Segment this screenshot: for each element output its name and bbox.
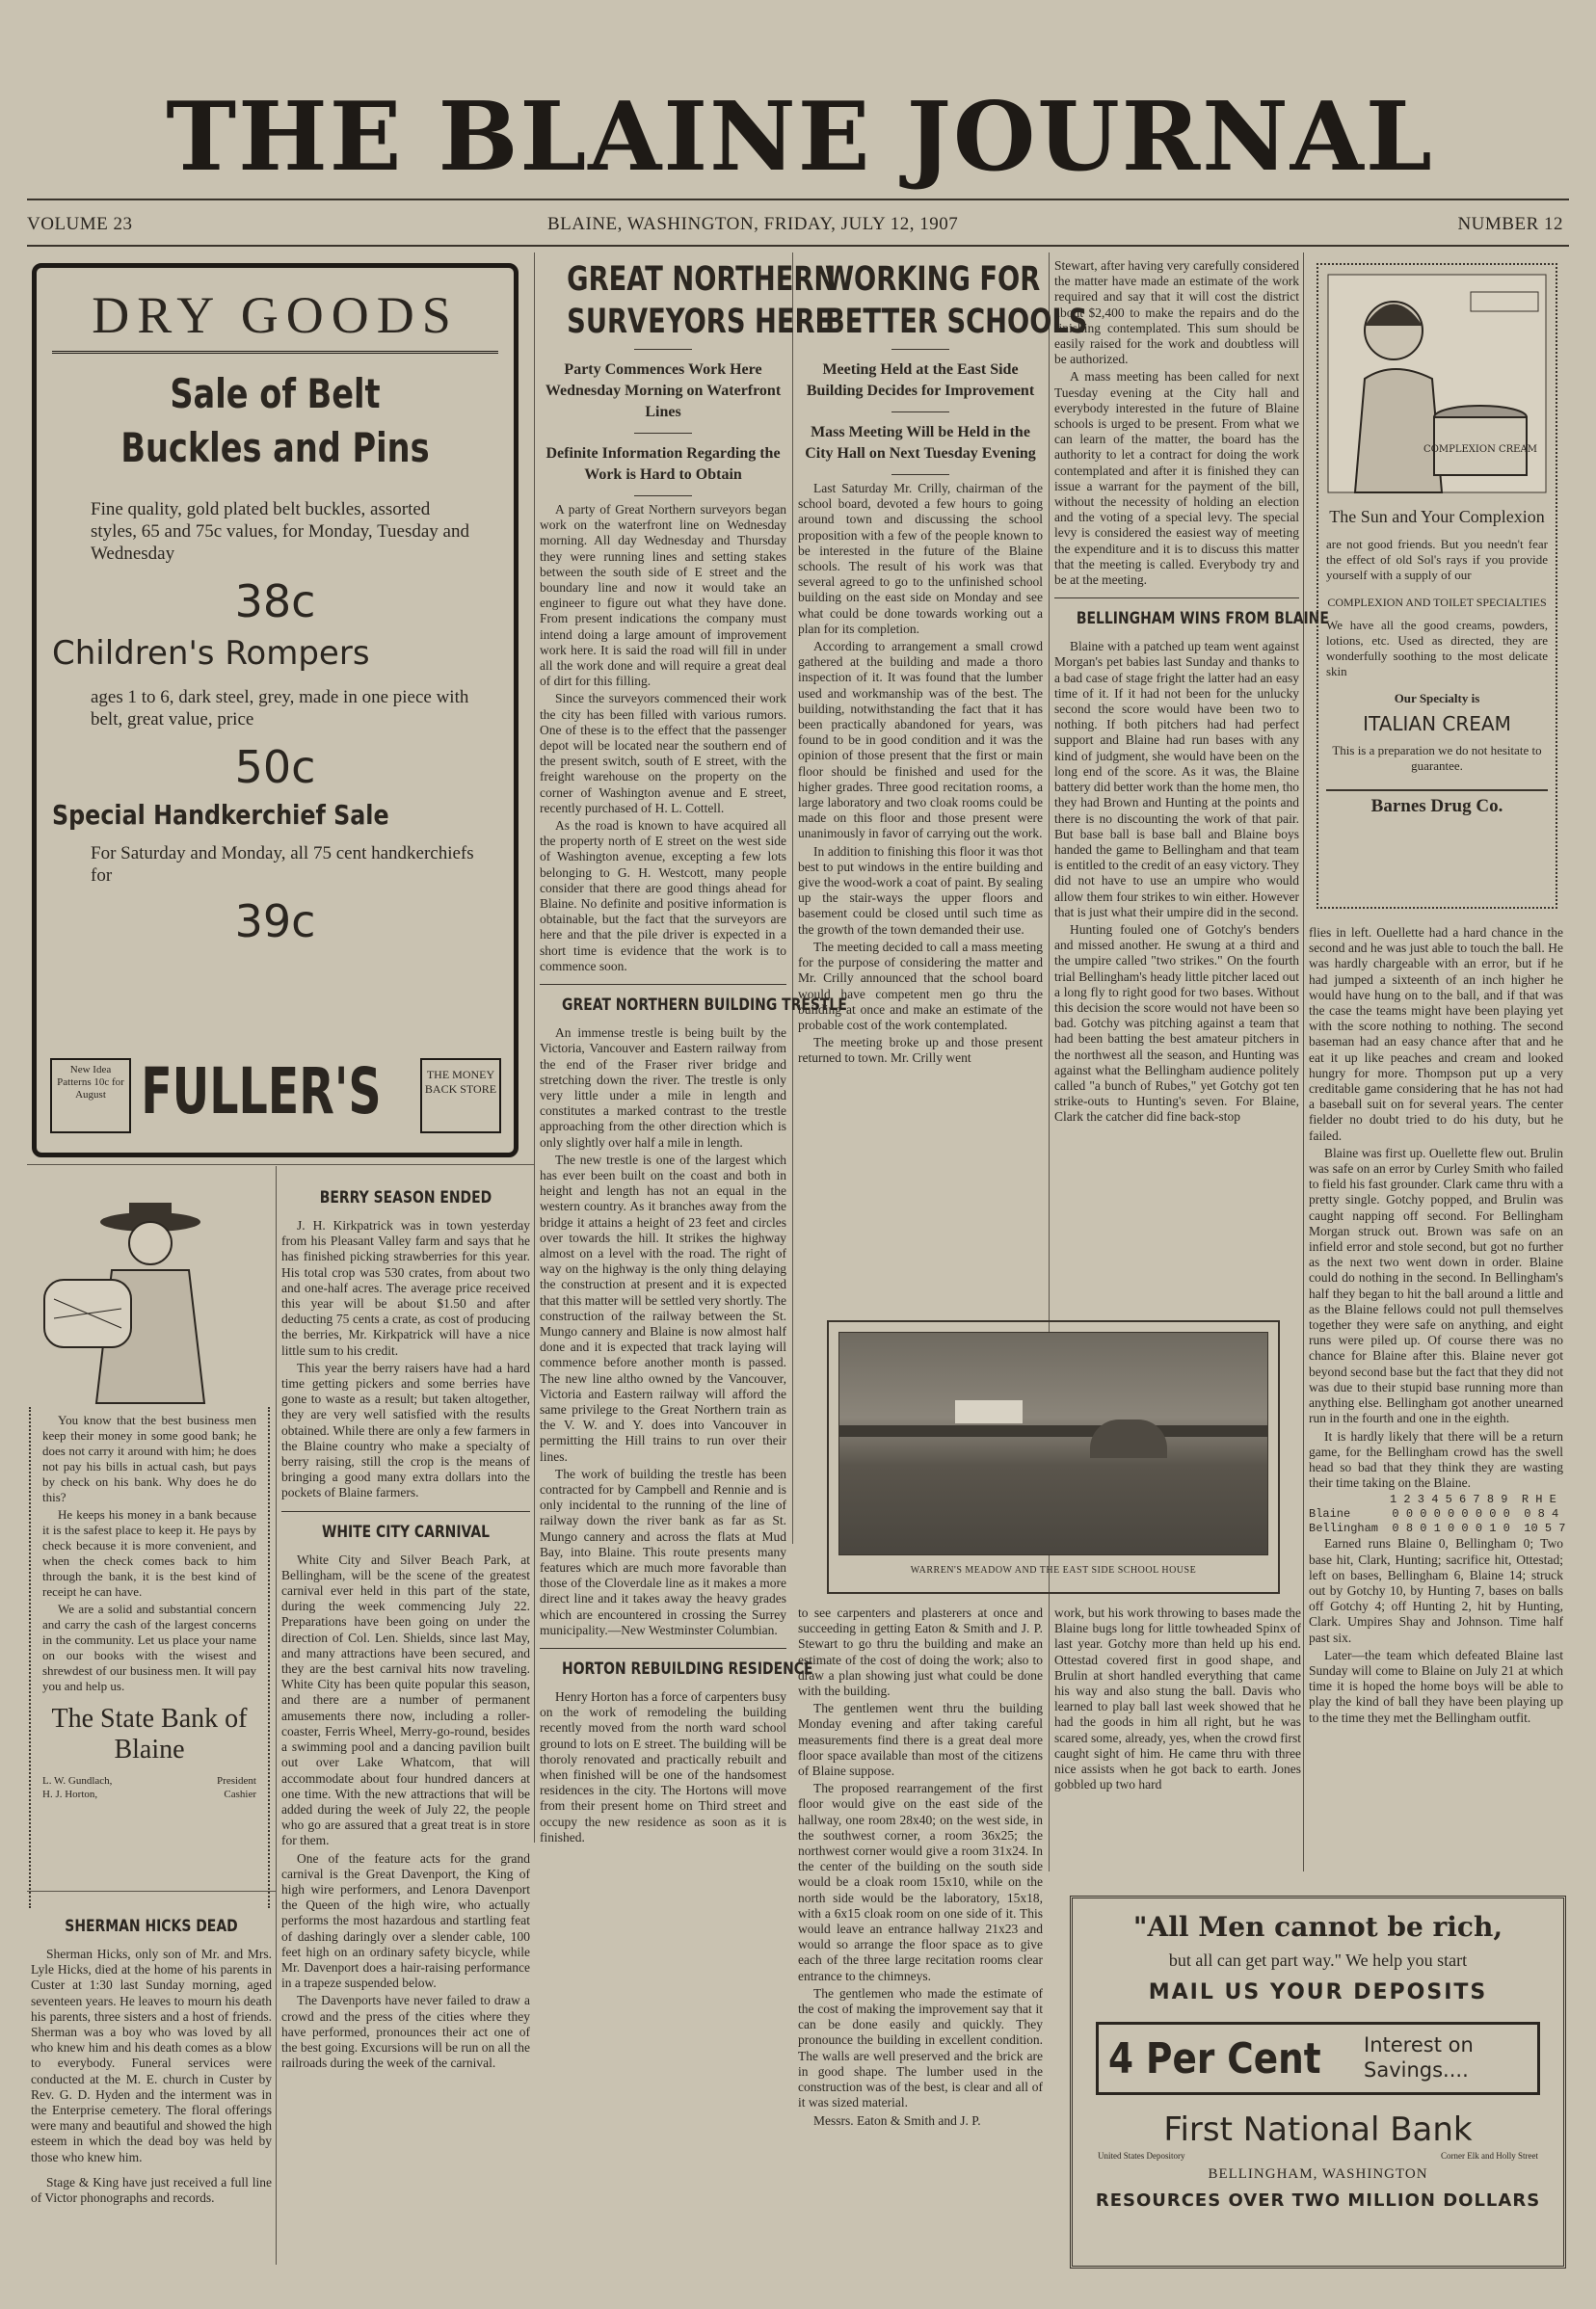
schools-cont-paragraph: The proposed rearrangement of the first floor would give on the east side of the hallway, one room 28x40; on the west side, in the southwest corner, a room 36x25; the northwest corner would give a room 31x24. In the center of the building on the south side would be a cloak room 15x10, while on the north side would be the laboratory, 15x18, with a 6x15 cloak room on one side of it. This would leave an entrance hallway 21x23 and would so arrange the floor space as to give each of the three large recitation rooms clear entrance to the chimneys. bbox=[798, 1781, 1043, 1983]
deck-rule bbox=[891, 411, 949, 412]
carnival-paragraph: White City and Silver Beach Park, at Bellingham, will be the scene of the greatest carnival ever held in this part of the state, during the week commencing July 22. Preparations have been going on under the direction of Col. Len. Shields, since last May, and many attractions have been secured, and they are the best carnival hits now traveling. White City has been quite popular this season, and there are a number of permanent amusements there now, including a roller-coaster, Ferris Wheel, Merry-go-round, besides a swimming pool and a dancing pavilion built out over Lake Whatcom, that will accommodate about four hundred dancers at one time. With the new attractions that will be added during the week of July 22, the people who go are assured that a great treat is in store for them. bbox=[281, 1552, 530, 1848]
dateline bbox=[27, 212, 1569, 241]
box-score-header: 1 2 3 4 5 6 7 8 9 R H E bbox=[1390, 1493, 1556, 1507]
first-national-bank-ad bbox=[1070, 1896, 1566, 2269]
officer-2-name: H. J. Horton, bbox=[42, 1789, 98, 1800]
column-divider bbox=[276, 1166, 277, 2265]
surveyors-deck-1: Party Commences Work Here Wednesday Morning on Waterfront Lines bbox=[545, 361, 782, 420]
bank-city: BELLINGHAM, WASHINGTON bbox=[1208, 2166, 1428, 2182]
carnival-paragraph: The Davenports have never failed to draw a crowd and the press of the cities where they have performed, pronounces their act one of the best going. Excursions will be run on all the railroads during the week of the carnival. bbox=[281, 1993, 530, 2071]
bellingham-cont-paragraph: work, but his work throwing to bases made the Blaine bugs long for little towheaded Spinx of last year. Gotchy more than held up his end. Ottestad covered first in good shape, and Brulin at short handled everything that came his way and also stung the ball. Davis who learned to play ball last week showed that he had the goods in him all right, but he was scared some, already, yes, when the crowd first caught sight of him. He came thru with three nice assists when he got back to earth. Jones gobbled up two hard bbox=[1054, 1606, 1301, 1792]
drug-ad-title: The Sun and Your Complexion bbox=[1329, 507, 1545, 526]
state-bank-paragraph: We are a solid and substantial concern and carry the cash of the largest concerns in the community. Let us place your name on our books with the wisest and shrewdest of our business men. It will pay you and help us. bbox=[42, 1602, 256, 1693]
bank-resources: RESOURCES OVER TWO MILLION DOLLARS bbox=[1095, 2190, 1541, 2211]
surveyors-headline-line-1: GREAT NORTHERN bbox=[567, 260, 837, 299]
schools-cont-paragraph: The gentlemen who made the estimate of the cost of making the improvement say that it can be done easily and quickly. They pronounce the building in excellent condition. The walls are well preserved and the brick are in good shape. The lumber used in the construction was of the best, is clear and all of it was sized material. bbox=[798, 1985, 1043, 2110]
surveyors-deck-2: Definite Information Regarding the Work is Hard to Obtain bbox=[545, 445, 781, 483]
bellingham-headline: BELLINGHAM WINS FROM BLAINE bbox=[1076, 609, 1329, 629]
jar-label: COMPLEXION CREAM bbox=[1423, 444, 1537, 455]
schools-headline-line-2: BETTER SCHOOLS bbox=[824, 303, 1088, 341]
deck-rule bbox=[891, 474, 949, 475]
woman-with-cream-illustration bbox=[1326, 273, 1548, 494]
schools-cont-paragraph: Messrs. Eaton & Smith and J. P. bbox=[813, 2112, 981, 2128]
headline-rule bbox=[634, 349, 692, 350]
rompers-text: ages 1 to 6, dark steel, grey, made in one piece with belt, great value, price bbox=[91, 687, 469, 730]
baseball-paragraph: flies in left. Ouellette had a hard chance in the second and he was just able to touch the ball. He was hardly chargeable with an error, but if he had jumped a sixteenth of an inch higher he would have hung on to the ball, and if that was the case the teams might have been playing yet with the score nothing to nothing. The second baseman had an easy chance after that and he eat it up like peaches and cream and looked hungry for more. Thompson put up a very creditable game considering that he has not had a baseball suit on for several years. The center fielder no doubt tried to do his duty, but he failed. bbox=[1309, 925, 1563, 1143]
bank-small-lines bbox=[1088, 2151, 1548, 2166]
horton-paragraph: Henry Horton has a force of carpenters busy on the work of remodeling the building recently moved from the north ward school ground to lots on E street. The building will be thoroly renovated and practically rebuilt and when finished will be one of the handsomest residences in the city. The Hortons will move from their present home on Third street and occupy the new residence as soon as it is finished. bbox=[540, 1689, 786, 1845]
handkerchief-text: For Saturday and Monday, all 75 cent handkerchiefs for bbox=[91, 843, 474, 886]
masthead-title: THE BLAINE JOURNAL bbox=[166, 82, 1434, 193]
four-per-cent: 4 Per Cent bbox=[1108, 2034, 1321, 2083]
money-back-store-box: THE MONEY BACK STORE bbox=[420, 1058, 501, 1133]
first-national-name: First National Bank bbox=[1163, 2110, 1473, 2149]
state-bank-officers bbox=[42, 1775, 256, 1804]
state-bank-paragraph: You know that the best business men keep their money in some good bank; he does not carry it around with him; he does not pay his bills in actual cash, but pays by check on his bank. Why does he do this? bbox=[42, 1413, 256, 1504]
surveyors-paragraph: A party of Great Northern surveyors began work on the waterfront line on Wednesday morning. All day Wednesday and Thursday they were running lines and setting stakes between the south side of E street and the boundary line and now it would take an engineer to figure out what they have done. From present indications the company must intend doing a large amount of improvement work here. It is said the road will fill in under all the work done and will require a great deal of dirt for this filling. bbox=[540, 502, 786, 689]
new-idea-patterns-box: New Idea Patterns 10c for August bbox=[50, 1058, 131, 1133]
state-bank-text bbox=[42, 1413, 256, 1694]
schools-deck-2: Mass Meeting Will be Held in the City Hall on Next Tuesday Evening bbox=[805, 424, 1036, 462]
state-bank-name: The State Bank of Blaine bbox=[51, 1704, 248, 1765]
surveyors-paragraph: As the road is known to have acquired all the property north of E street on the west side of Washington avenue, excepting a few lots belonging to G. H. Westcott, many people consider that there are good things ahead for Blaine. No definite and positive information is obtainable, but the fact that the surveyors are here and that the pile driver is expected in a short time is evidence that the work is to commence soon. bbox=[540, 818, 786, 973]
barnes-drug-ad bbox=[1317, 263, 1557, 909]
officer-1-title: President bbox=[217, 1775, 256, 1787]
officer-1-name: L. W. Gundlach, bbox=[42, 1775, 113, 1787]
box-score-bellingham: Bellingham 0 8 0 1 0 0 0 1 0 10 5 7 bbox=[1309, 1522, 1566, 1536]
berry-paragraph: J. H. Kirkpatrick was in town yesterday from his Pleasant Valley farm and says that he has finished picking strawberries for this year. His total crop was 530 crates, from about two and one-half acres. The average price received this year will be about $1.50 and after deducting 75 cents a crate, as cost of producing the berries, Mr. Kirkpatrick will have a nice little sum to his credit. bbox=[281, 1218, 530, 1358]
interest-on-savings: Interest on Savings.... bbox=[1364, 2033, 1474, 2082]
carnival-paragraph: One of the feature acts for the grand carnival is the Great Davenport, the King of high wire performers, and Lenora Davenport the Queen of the high wire, who actually performs the most hazardous and startling feat of dashing daringly over a slender cable, 100 feet high on an ordinary safety bicycle, while Mr. Davenport does a hair-raising performance in a trapeze suspended below. bbox=[281, 1850, 530, 1991]
column-divider bbox=[792, 252, 793, 1544]
victor-notice: Stage & King have just received a full line of Victor phonographs and records. bbox=[31, 2174, 272, 2206]
bank-ad-line-2: but all can get part way." We help you start bbox=[1168, 1951, 1468, 1970]
sherman-hicks-column bbox=[31, 1906, 272, 2277]
handkerchief-heading: Special Handkerchief Sale bbox=[52, 799, 389, 831]
mail-deposits: MAIL US YOUR DEPOSITS bbox=[1148, 1980, 1488, 2004]
surveyors-column bbox=[540, 258, 847, 2272]
schools-cont-paragraph: The gentlemen went thru the building Monday evening and after taking careful measurements find there is a great deal more floor space available than most of the citizens of Blaine suppose. bbox=[798, 1701, 1043, 1779]
drug-ad-text-2: We have all the good creams, powders, lotions, etc. Used as directed, they are wonderfully soothing to the most delicate skin bbox=[1326, 618, 1548, 678]
berry-paragraph: This year the berry raisers have had a hard time getting pickers and some berries have gone to waste as a result; but taken altogether, they are very well satisfied with the results obtained. While there are only a few farmers in the Blaine country who make a specialty of berry raising, still the crop is the means of bringing a good many extra dollars into the pockets of Blaine farmers. bbox=[281, 1360, 530, 1500]
schools-cont-paragraph: to see carpenters and plasterers at once and succeeding in getting Eaton & Smith and J. P. Stewart to go thru the building and make an estimate of the cost of doing the work; also to draw a plan showing just what could be done with the building. bbox=[798, 1606, 1043, 1699]
italian-cream: ITALIAN CREAM bbox=[1363, 712, 1511, 735]
drug-ad-subheading: COMPLEXION AND TOILET SPECIALTIES bbox=[1327, 596, 1547, 609]
price-39c: 39c bbox=[234, 895, 316, 947]
drug-ad-specialty: Our Specialty is bbox=[1394, 691, 1480, 705]
state-bank-paragraph: He keeps his money in a bank because it is the safest place to keep it. He pays by check because it is more convenient, and when the check comes back to him through the bank, it is the best kind of receipt he can have. bbox=[42, 1507, 256, 1599]
photo-caption: WARREN'S MEADOW AND THE EAST SIDE SCHOOL HOUSE bbox=[910, 1565, 1197, 1576]
column-five bbox=[1309, 925, 1566, 1879]
schools-paragraph: In addition to finishing this floor it was thot best to put windows in the entire building and give the wood-work a coat of paint. By sealing up the stair-ways the upper floors and basement could be closed until such time as the growth of the town demanded their use. bbox=[798, 843, 1043, 937]
school-house-shape bbox=[955, 1400, 1023, 1423]
bellingham-paragraph: Hunting fouled one of Gotchy's benders and missed another. He swung at a third and the umpire called "two strikes." On the fourth trial Bellingham's heady little pitcher laced out a long fly to right good for two bases. Without this decision the score would not have been so bad. Gotchy was pitching against a team that had been batting the best amateur pitchers in the northwest all the season, and Hunting was against what the Bellingham audience politely called "a bunch of Rubes," yet Gotchy got ten strike-outs to Hunting's seven. For Blaine, Clark the catcher did fine back-stop bbox=[1054, 921, 1299, 1125]
corner-line: Corner Elk and Holly Street bbox=[1441, 2151, 1538, 2161]
schools-headline-line-1: WORKING FOR bbox=[824, 260, 1041, 299]
schools-paragraph: The meeting broke up and those present returned to town. Mr. Crilly went bbox=[798, 1035, 1043, 1066]
trestle-paragraph: An immense trestle is being built by the Victoria, Vancouver and Eastern railway from the end of the Fraser river bridge and stretching down the river. The trestle is only very little under a mile in length and constitutes a marked contrast to the trestle approaching from the other direction which is only slightly over half a mile in length. bbox=[540, 1025, 786, 1150]
tree-line bbox=[839, 1425, 1267, 1437]
column-four-top bbox=[1054, 258, 1329, 1318]
surveyors-headline-line-2: SURVEYORS HERE bbox=[567, 303, 834, 341]
drug-ad-text-1: are not good friends. But you needn't fear the effect of old Sol's rays if you provide yourself with a supply of our bbox=[1326, 537, 1548, 582]
deck-rule bbox=[634, 433, 692, 434]
four-per-cent-box bbox=[1096, 2022, 1540, 2095]
officer-2-title: Cashier bbox=[224, 1789, 256, 1800]
masthead-rule-bottom bbox=[27, 245, 1569, 247]
horton-headline: HORTON REBUILDING RESIDENCE bbox=[562, 1659, 813, 1680]
banker-with-money-illustration bbox=[35, 1183, 266, 1405]
trestle-paragraph: The work of building the trestle has been contracted for by Campbell and Rennie and is only incidental to the running of the line of railway down the river bank as far as St. Mungo cannery and across the flats at Mud Bay, into Blaine. This route presents many features which are much more favorable than those of the Cloverdale line as it makes a more direct line and it takes away the heavy grades which are encountered in crossing the Surrey municipality.—New Westminster Columbian. bbox=[540, 1466, 786, 1637]
schools-continuation bbox=[798, 1606, 1043, 2272]
box-score-blaine: Blaine 0 0 0 0 0 0 0 0 0 0 8 4 bbox=[1309, 1507, 1559, 1522]
surveyors-paragraph: Since the surveyors commenced their work the city has been filled with various rumors. One of these is to the effect that the passenger depot will be located near the southern end of the present switch, south of E street, with the freight warehouse on the property on the corner of Washington avenue and E street, recently purchased of H. L. Cottell. bbox=[540, 691, 786, 815]
schools-column bbox=[798, 258, 1088, 1309]
article-rule bbox=[540, 984, 786, 985]
column-four-bottom bbox=[1054, 1606, 1301, 1885]
section-rule bbox=[27, 1891, 276, 1892]
haystack-shape bbox=[1090, 1420, 1167, 1458]
schools-end-paragraph: A mass meeting has been called for next Tuesday evening at the City hall and everybody interested in the future of Blaine schools is urged to be present. From what we can learn of the matter, the board has the authority to let a contract for doing the work contemplated and after it is finished they can issue a warrant for the payment of the bill, without the necessity of holding an election and the voting of a special levy. The special levy is considered the easiest way of meeting the expenditure and it is to discuss this matter that the meeting is called. Everybody try and be at the meeting. bbox=[1054, 369, 1299, 588]
column-divider bbox=[534, 252, 535, 1843]
bank-ad-line-1: "All Men cannot be rich, bbox=[1132, 1911, 1503, 1943]
berry-carnival-column bbox=[281, 1178, 530, 2276]
baseball-paragraph: It is hardly likely that there will be a return game, for the Bellingham crowd has the swell head so bad that they think they are wasting their time taking on the Blaine. bbox=[1309, 1428, 1563, 1491]
depository-line: United States Depository bbox=[1098, 2151, 1185, 2161]
belt-buckles-text: Fine quality, gold plated belt buckles, assorted styles, 65 and 75c values, for Monday, Tuesday and Wednesday bbox=[91, 499, 469, 564]
later-paragraph: Later—the team which defeated Blaine last Sunday will come to Blaine on July 21 at which time it is hoped the home boys will be able to play the kind of ball they have been playing up to the time they met the Bellingham outfit. bbox=[1309, 1647, 1563, 1725]
issue-number: NUMBER 12 bbox=[1457, 214, 1563, 234]
headline-rule bbox=[891, 349, 949, 350]
price-38c: 38c bbox=[234, 575, 316, 627]
trestle-headline: GREAT NORTHERN BUILDING TRESTLE bbox=[562, 995, 847, 1016]
carnival-headline: WHITE CITY CARNIVAL bbox=[321, 1522, 491, 1542]
box-score-summary: Earned runs Blaine 0, Bellingham 0; Two base hit, Clark, Hunting; sacrifice hit, Ottestad; left on bases, Bellingham 6, Blaine 14; struck out by Gotchy 10, by Hunting 7, bases on balls off Gotchy 4; off Hunting 2, hit by Hunting, Clark. Umpires Shay and Johnson. Time half past six. bbox=[1309, 1536, 1563, 1645]
meadow-photo-image bbox=[838, 1332, 1268, 1555]
berry-headline: BERRY SEASON ENDED bbox=[319, 1188, 492, 1208]
dry-goods-ad bbox=[32, 263, 519, 1157]
trestle-paragraph: The new trestle is one of the largest which has ever been built on the coast and both in height and length has not an equal in the western country. As it branches away from the bridge it attains a height of 23 feet and circles over towards the hill. It strikes the highway almost on a level with the road. The right of way on the highway is the only thing delaying the construction at present and it is expected that this matter will be settled very shortly. The construction of the railway between the St. Mungo cannery and Blaine is now almost half done and it is expected that track laying will commence before another month is passed. The new line altho owned by the Vancouver, Victoria and Eastern railway will afford the same privilege to the Great Northern train as the V. W. and Y. does into Vancouver in permitting the Hill trains to run over their lines. bbox=[540, 1152, 786, 1464]
bellingham-paragraph: Blaine with a patched up team went against Morgan's pet babies last Sunday and thanks to a bad case of stage fright the latter had an easy time of it. If it had not been for the unlucky second the score would have been two to nothing. If both pitchers had had perfect support and Blaine had run bases with any kind of judgment, she would have been on the long end of the score. As it was, the Blaine battery did better work than the home men, tho they had Brown and Hunting at the points and there is no discounting the work of that pair. But base ball is base ball and Blaine boys handed the game to Bellingham and that team is entitled to the credit of an easy victory. They did not have to use an umpire who would allow them four strikes to win either. However that is just what their umpire did in the second. bbox=[1054, 639, 1299, 919]
article-rule bbox=[1054, 597, 1299, 598]
school-house-photo bbox=[827, 1320, 1280, 1594]
schools-paragraph: According to arrangement a small crowd gathered at the building and made a thoro inspection of it. It was found that the lumber used and workmanship was of the best. The building, notwithstanding the fact that it has been practically abandoned for years, was found to be in good condition and it was the opinion of those present that the first or main floor should be finished and used for the higher grades. Three good recitation rooms, a large laboratory and two cloak rooms could be made on this floor and those present were unanimously in favor of carrying out the work. bbox=[798, 639, 1043, 841]
fullers-store-name: FULLER'S bbox=[141, 1054, 382, 1128]
schools-paragraph: Last Saturday Mr. Crilly, chairman of the school board, devoted a few hours to going around town and discussing the school proposition with a few of the people known to be interested in the future of the Blaine schools. The result of his work was that several agreed to go to the unfinished school building on the east side on Monday and see what could be done towards working out a plan for its completion. bbox=[798, 481, 1043, 636]
price-50c: 50c bbox=[234, 741, 316, 793]
sherman-paragraph: Sherman Hicks, only son of Mr. and Mrs. Lyle Hicks, died at the home of his parents in Custer at 1:30 last Sunday morning, aged seventeen years. He leaves to mourn his death his parents, three sisters and a host of friends. Sherman was a boy who was loved by all who knew him and his death comes as a blow to everybody. Funeral services were conducted at the M. E. church in Custer by Rev. G. D. Hyden and the interment was in the Enterprise cemetery. The floral offerings were many and beautiful and showed the high esteem in which the dead boy was held by those who knew him. bbox=[31, 1947, 272, 2164]
schools-deck-1: Meeting Held at the East Side Building Decides for Improvement bbox=[806, 361, 1035, 399]
barnes-drug-name: Barnes Drug Co. bbox=[1326, 789, 1548, 814]
dry-goods-title: DRY GOODS bbox=[52, 279, 498, 354]
volume-label: VOLUME 23 bbox=[27, 214, 133, 234]
place-date: BLAINE, WASHINGTON, FRIDAY, JULY 12, 1907 bbox=[547, 214, 959, 234]
drug-ad-text-3: This is a preparation we do not hesitate to guarantee. bbox=[1332, 743, 1542, 773]
article-rule bbox=[281, 1511, 530, 1512]
schools-end-paragraph: Stewart, after having very carefully considered the matter have made an estimate of the work required and say that it will cost the district about $2,400 to make the repairs and do the finishing contemplated. This sum should be easily raised for the work and doubtless will be authorized. bbox=[1054, 258, 1299, 367]
state-bank-ad bbox=[29, 1407, 270, 1908]
baseball-paragraph: Blaine was first up. Ouellette flew out. Brulin was safe on an error by Curley Smith who failed to field his fast grounder. Clark came thru with a pretty single. Gotchy popped, and Brulin was caught napping off second. For Bellingham Morgan struck out. Brown was safe on an infield error and stole second, but got no further as the next two went down in order. Blaine could do nothing in the second. In Bellingham's half they began to hit the ball around a little and as the Blaine fellows could not pull themselves together they were safe on anything, and eight runs were piled up. Of course there was no chance for Blaine after this. Blaine never got beyond second base but the fact that they did not was due to their stupid base running more than anything else. Bellingham got another unearned run in the fourth and one in the eighth. bbox=[1309, 1145, 1563, 1426]
rompers-heading: Children's Rompers bbox=[52, 634, 370, 673]
schools-paragraph: The meeting decided to call a mass meeting for the purpose of considering the matter and Mr. Crilly announced that the school board would have competent men go thru the building at once and make an estimate of the probable cost of the work contemplated. bbox=[798, 939, 1043, 1032]
column-divider bbox=[1049, 252, 1050, 1871]
article-rule bbox=[540, 1648, 786, 1649]
belt-buckles-heading: Sale of Belt Buckles and Pins bbox=[120, 370, 430, 471]
column-divider bbox=[1303, 252, 1304, 1871]
section-rule bbox=[27, 1164, 534, 1165]
sherman-hicks-headline: SHERMAN HICKS DEAD bbox=[65, 1917, 238, 1936]
deck-rule bbox=[634, 495, 692, 496]
masthead-rule-top bbox=[27, 199, 1569, 200]
